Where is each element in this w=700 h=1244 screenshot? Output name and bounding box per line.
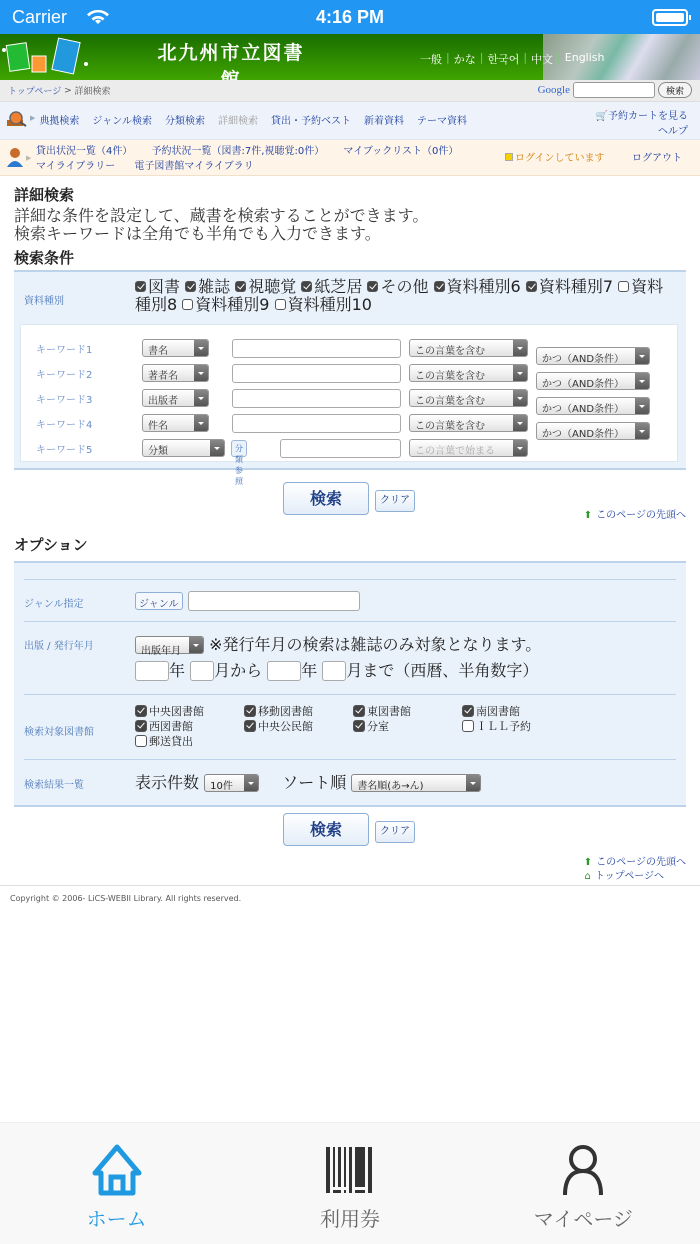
chevron-down-icon — [513, 365, 527, 381]
login-status-text: ログインしています — [515, 153, 605, 164]
intro-line-2: 検索キーワードは全角でも半角でも入力できます。 — [14, 224, 381, 243]
class-reference-button[interactable]: 分類参照 — [231, 440, 247, 457]
to-top-link[interactable] — [584, 506, 686, 521]
library-label: 西図書館 — [149, 719, 193, 733]
lang-general[interactable]: 一般 — [420, 53, 442, 66]
my-library-link[interactable]: マイライブラリー — [36, 161, 116, 172]
title-jp: 北九州市立図書 — [157, 42, 305, 64]
arrow-icon: ▶ — [26, 154, 32, 162]
chevron-down-icon — [513, 340, 527, 356]
select-value: かつ（AND条件） — [542, 354, 625, 365]
keyword-label: キーワード5 — [36, 444, 93, 456]
pubdate-note: ※発行年月の検索は雑誌のみ対象となります。 — [209, 634, 542, 654]
lang-chinese[interactable]: 中文 — [531, 53, 554, 66]
select-value: かつ（AND条件） — [542, 404, 625, 415]
type-checkbox[interactable] — [185, 277, 230, 296]
type-label: 紙芝居 — [314, 277, 363, 296]
keyword-label: キーワード4 — [36, 419, 93, 431]
month-from-input[interactable] — [190, 661, 214, 681]
libraries-label: 検索対象図書館 — [24, 726, 94, 738]
keyword-match-select[interactable] — [409, 439, 528, 457]
keyword-box — [20, 324, 678, 486]
keyword-match-select[interactable] — [409, 389, 528, 407]
month-to-suffix: 月まで（西暦、半角数字） — [346, 660, 539, 680]
main-content — [0, 184, 700, 885]
pubdate-row — [24, 621, 676, 694]
search-conditions — [14, 270, 686, 486]
breadcrumb-current: 詳細検索 — [74, 87, 111, 97]
library-label: 中央図書館 — [149, 704, 204, 718]
help-link[interactable]: ヘルプ — [658, 126, 688, 137]
chevron-down-icon — [635, 348, 649, 364]
type-label: 資料種別10 — [287, 295, 372, 314]
library-checkbox[interactable] — [135, 720, 244, 734]
select-value: 出版者 — [148, 396, 178, 407]
battery-icon — [652, 9, 688, 26]
type-checkbox[interactable] — [182, 295, 269, 314]
e-library-link[interactable]: 電子図書館マイライブラリ — [134, 161, 254, 172]
library-checkbox[interactable] — [244, 720, 353, 734]
arrow-icon: ▶ — [30, 114, 36, 122]
tab-bar — [0, 1122, 700, 1244]
chevron-down-icon — [244, 775, 258, 791]
nav-class-search[interactable]: 分類検索 — [164, 116, 205, 127]
library-checkbox[interactable] — [462, 705, 571, 719]
tab-home[interactable] — [0, 1123, 233, 1244]
sort-select[interactable] — [351, 774, 481, 792]
google-logo: Google — [537, 84, 570, 96]
keyword-field-select[interactable] — [142, 364, 209, 382]
select-value: 書名 — [148, 346, 168, 357]
booklist-link[interactable]: マイブックリスト（0件） — [343, 146, 459, 157]
breadcrumb-sep: > — [64, 85, 72, 96]
nav-theme[interactable]: テーマ資料 — [416, 116, 467, 127]
type-checkbox[interactable] — [434, 277, 521, 296]
cart-icon: 🛒 — [595, 111, 608, 122]
footer: Copyright © 2006- LiCS-WEBII Library. All rights reserved. — [0, 885, 700, 911]
select-value: 出版年月 — [141, 646, 181, 657]
genre-input[interactable] — [188, 591, 360, 611]
checkbox-unchecked-icon — [275, 299, 286, 310]
barcode-icon — [322, 1143, 378, 1197]
select-value: かつ（AND条件） — [542, 429, 625, 440]
reservations-link[interactable]: 予約状況一覧（図書:7件,視聴覚:0件） — [151, 146, 325, 157]
wifi-icon — [86, 8, 110, 26]
checkbox-checked-icon — [367, 281, 378, 292]
month-from-suffix: 月から — [214, 660, 263, 680]
user-bar — [0, 140, 700, 176]
library-checkbox[interactable] — [462, 720, 571, 734]
month-to-input[interactable] — [322, 661, 346, 681]
clear-button[interactable]: クリア — [375, 490, 415, 512]
logout-link[interactable]: ログアウト — [632, 153, 682, 164]
search-button[interactable]: 検索 — [283, 482, 369, 515]
keyword-match-select[interactable] — [409, 364, 528, 382]
chevron-down-icon — [513, 440, 527, 456]
count-select[interactable] — [204, 774, 259, 792]
search-nav — [0, 102, 700, 140]
chevron-down-icon — [513, 415, 527, 431]
keyword-operator-select-4[interactable] — [536, 422, 650, 440]
keyword-field-select[interactable] — [142, 389, 209, 407]
chevron-down-icon — [635, 423, 649, 439]
checkbox-checked-icon — [135, 281, 146, 292]
library-label: 中央公民館 — [258, 719, 313, 733]
type-label: 資料種別9 — [195, 295, 270, 314]
checkbox-checked-icon — [434, 281, 445, 292]
type-checkbox[interactable] — [235, 277, 296, 296]
select-value: この言葉を含む — [415, 371, 485, 382]
page-intro — [14, 207, 686, 243]
type-label: 資料種別6 — [446, 277, 521, 296]
tab-label: ホーム — [86, 1207, 147, 1231]
library-label: 移動図書館 — [258, 704, 313, 718]
google-search-button[interactable]: 検索 — [658, 82, 692, 98]
select-value: この言葉を含む — [415, 396, 485, 407]
google-search-input[interactable] — [573, 82, 655, 98]
chevron-down-icon — [194, 390, 208, 406]
select-value: この言葉で始まる — [415, 446, 495, 457]
select-value: かつ（AND条件） — [542, 379, 625, 390]
checkbox-checked-icon — [235, 281, 246, 292]
chevron-down-icon — [210, 440, 224, 456]
tab-label: マイページ — [533, 1207, 633, 1231]
library-label: 南図書館 — [476, 704, 520, 718]
arrow-up-icon: ⬆ — [583, 510, 593, 521]
material-type-row — [14, 278, 686, 314]
library-label: 分室 — [367, 719, 389, 733]
login-status — [505, 151, 605, 166]
view-cart-link[interactable]: 予約カートを見る — [608, 111, 688, 122]
keyword-input[interactable] — [232, 389, 401, 408]
keyword-label: キーワード2 — [36, 369, 93, 381]
library-checkbox[interactable] — [244, 705, 353, 719]
keyword-match-select[interactable] — [409, 414, 528, 432]
keyword-field-select[interactable] — [142, 414, 209, 432]
select-value: 件名 — [148, 421, 168, 432]
nav-best[interactable]: 貸出・予約ベスト — [270, 116, 351, 127]
nav-genre-search[interactable]: ジャンル検索 — [92, 116, 152, 127]
breadcrumb-home[interactable]: トップページ — [8, 87, 62, 97]
checkbox-checked-icon — [244, 705, 256, 717]
home-icon — [89, 1143, 145, 1197]
keyword-input[interactable] — [280, 439, 401, 458]
breadcrumb — [0, 80, 700, 102]
keyword-input[interactable] — [232, 414, 401, 433]
checkbox-checked-icon — [135, 720, 147, 732]
genre-row — [24, 579, 676, 621]
checkbox-checked-icon — [301, 281, 312, 292]
to-top-text: このページの先頭へ — [596, 856, 686, 868]
material-type-label: 資料種別 — [24, 296, 64, 307]
select-value: 書名順(あ→ん) — [357, 781, 424, 792]
library-checkbox[interactable] — [353, 705, 462, 719]
checkbox-checked-icon — [353, 705, 365, 717]
library-checkbox[interactable] — [353, 720, 462, 734]
to-top-text: このページの先頭へ — [596, 510, 686, 521]
year-from-input[interactable] — [135, 661, 169, 681]
library-checkboxes — [135, 705, 676, 749]
type-checkbox[interactable] — [367, 277, 428, 296]
type-checkbox[interactable] — [526, 277, 613, 296]
keyword-field-select[interactable] — [142, 439, 225, 457]
keyword-match-select[interactable] — [409, 339, 528, 357]
to-home-link[interactable] — [585, 867, 664, 882]
library-checkbox[interactable] — [135, 735, 244, 749]
libraries-row — [24, 694, 676, 759]
lang-kana[interactable]: かな — [453, 53, 476, 66]
checkbox-checked-icon — [462, 705, 474, 717]
lang-korean[interactable]: 한국어 — [487, 53, 520, 66]
type-checkbox[interactable] — [135, 277, 180, 296]
checkbox-unchecked-icon — [182, 299, 193, 310]
site-banner — [0, 34, 700, 80]
keyword-operator-select-2[interactable] — [536, 372, 650, 390]
year-suffix: 年 — [169, 660, 186, 680]
loans-link[interactable]: 貸出状況一覧（4件） — [36, 146, 133, 157]
checkbox-checked-icon — [244, 720, 256, 732]
chevron-down-icon — [466, 775, 480, 791]
keyword-field-select[interactable] — [142, 339, 209, 357]
results-label: 検索結果一覧 — [24, 779, 84, 791]
type-checkbox[interactable] — [275, 295, 372, 314]
clock: 4:16 PM — [315, 6, 385, 27]
keyword-input[interactable] — [232, 339, 401, 358]
pubdate-type-select[interactable] — [135, 636, 204, 657]
search-button[interactable]: 検索 — [283, 813, 369, 846]
options-panel — [14, 561, 686, 807]
lang-english[interactable]: English — [564, 51, 605, 64]
nav-new[interactable]: 新着資料 — [363, 116, 404, 127]
to-home-text: トップページへ — [594, 870, 664, 882]
genre-button[interactable]: ジャンル — [135, 592, 183, 610]
checkbox-unchecked-icon — [135, 735, 147, 747]
library-label: 郵送貸出 — [149, 734, 193, 748]
checkbox-checked-icon — [135, 705, 147, 717]
material-type-checkboxes — [135, 278, 675, 314]
type-checkbox[interactable] — [301, 277, 362, 296]
to-top-link[interactable] — [584, 853, 686, 868]
library-label: ＩＬＬ予約 — [476, 719, 531, 733]
chevron-down-icon — [635, 373, 649, 389]
select-value: 分類 — [148, 446, 168, 457]
clear-button[interactable]: クリア — [375, 821, 415, 843]
search-book-icon — [6, 110, 28, 128]
checkbox-checked-icon — [353, 720, 365, 732]
chevron-down-icon — [189, 637, 203, 653]
tab-mypage[interactable] — [467, 1123, 700, 1244]
select-value: 著者名 — [148, 371, 178, 382]
checkbox-checked-icon — [185, 281, 196, 292]
page-title: 詳細検索 — [14, 186, 75, 204]
user-icon — [6, 147, 24, 167]
keyword-operator-select-3[interactable] — [536, 397, 650, 415]
keyword-label: キーワード1 — [36, 344, 93, 356]
pubdate-label: 出版 / 発行年月 — [24, 640, 94, 652]
chevron-down-icon — [194, 365, 208, 381]
search-actions-top — [14, 470, 686, 530]
type-label: 資料種別8 — [135, 277, 664, 314]
intro-line-1: 詳細な条件を設定して、蔵書を検索することができます。 — [14, 206, 429, 225]
keyword-input[interactable] — [232, 364, 401, 383]
lock-icon — [505, 153, 513, 161]
options-heading: オプション — [14, 536, 88, 554]
tab-label: 利用券 — [319, 1207, 380, 1231]
nav-authority-search[interactable]: 典拠検索 — [39, 116, 80, 127]
status-bar — [0, 0, 700, 34]
keyword-label: キーワード3 — [36, 394, 93, 406]
library-checkbox[interactable] — [135, 705, 244, 719]
nav-advanced-search: 詳細検索 — [217, 116, 258, 127]
chevron-down-icon — [194, 415, 208, 431]
checkbox-unchecked-icon — [462, 720, 474, 732]
conditions-heading: 検索条件 — [14, 249, 75, 267]
carrier: Carrier — [12, 6, 68, 27]
type-label: 資料種別7 — [538, 277, 614, 296]
sort-label: ソート順 — [282, 772, 347, 792]
results-row — [24, 759, 676, 805]
keyword-operator-select-1[interactable] — [536, 347, 650, 365]
select-value: この言葉を含む — [415, 421, 485, 432]
select-value: 10件 — [210, 781, 233, 792]
checkbox-unchecked-icon — [618, 281, 629, 292]
library-label: 東図書館 — [367, 704, 411, 718]
home-small-icon: ⌂ — [584, 870, 591, 882]
type-label: 視聴覚 — [248, 277, 297, 296]
chevron-down-icon — [513, 390, 527, 406]
tab-card[interactable] — [233, 1123, 466, 1244]
language-links: 一般 | かな | 한국어 | 中文 | English — [420, 51, 605, 66]
genre-label: ジャンル指定 — [24, 599, 84, 610]
google-search — [538, 82, 692, 98]
checkbox-checked-icon — [526, 281, 537, 292]
chevron-down-icon — [194, 340, 208, 356]
mascot-logo-icon[interactable] — [0, 34, 110, 80]
chevron-down-icon — [635, 398, 649, 414]
type-label: 雑誌 — [198, 277, 231, 296]
arrow-up-icon: ⬆ — [583, 856, 593, 868]
type-label: その他 — [380, 277, 429, 296]
search-actions-bottom — [14, 807, 686, 885]
year-to-input[interactable] — [267, 661, 301, 681]
year-suffix: 年 — [301, 660, 318, 680]
person-icon — [555, 1143, 611, 1197]
type-label: 図書 — [148, 277, 181, 296]
count-label: 表示件数 — [135, 772, 200, 792]
select-value: この言葉を含む — [415, 346, 485, 357]
